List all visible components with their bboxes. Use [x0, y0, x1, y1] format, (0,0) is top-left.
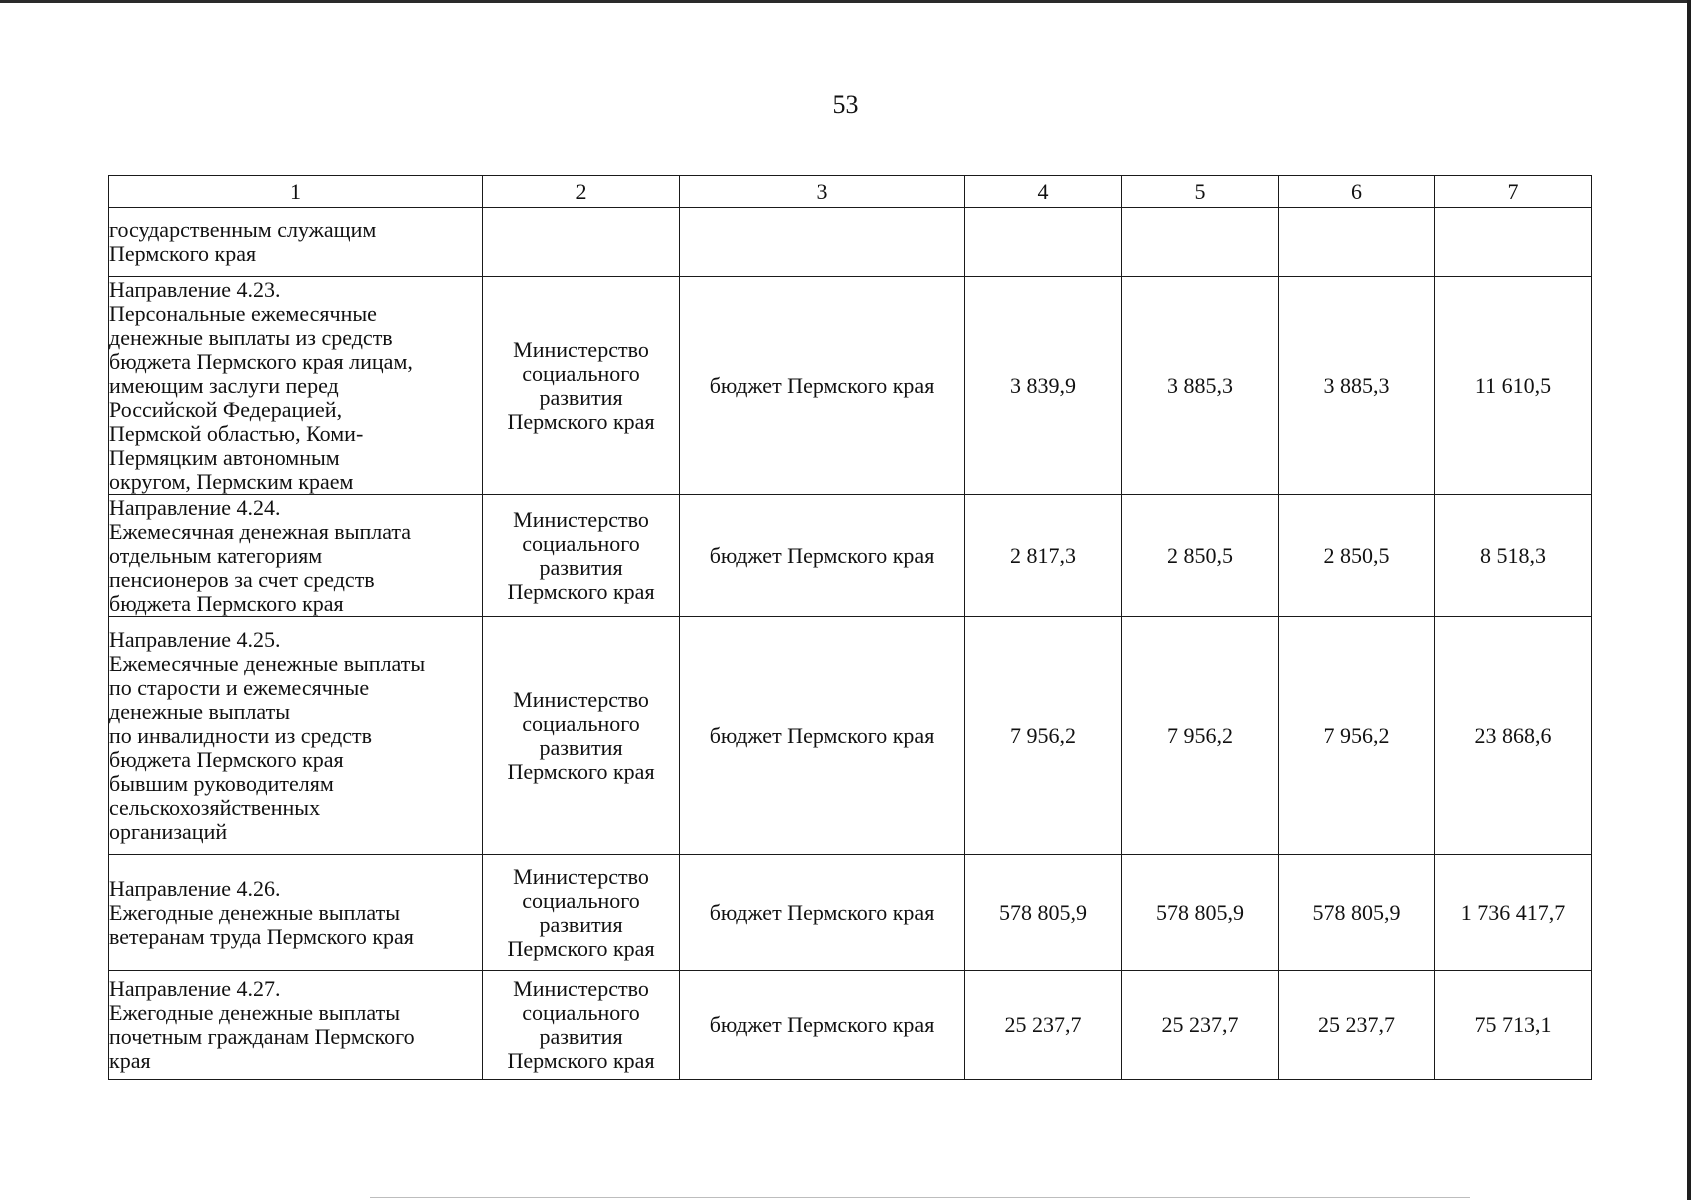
value-cell-4: 578 805,9: [965, 855, 1122, 971]
direction-cell: Направление 4.26. Ежегодные денежные выплаты ветеранам труда Пермского края: [109, 855, 483, 971]
value-cell-4: 3 839,9: [965, 277, 1122, 495]
direction-cell: Направление 4.25. Ежемесячные денежные выплаты по старости и ежемесячные денежные выплаты по инвалидности из средств бюджета Пермского края бывшим руководителям сельскохозяйственных организаций: [109, 617, 483, 855]
value-cell-6: 2 850,5: [1279, 495, 1435, 617]
source-cell: бюджет Пермского края: [680, 277, 965, 495]
direction-cell: государственным служащим Пермского края: [109, 208, 483, 277]
header-cell-2: 2: [483, 176, 680, 208]
header-cell-3: 3: [680, 176, 965, 208]
source-cell: бюджет Пермского края: [680, 855, 965, 971]
direction-cell: Направление 4.23. Персональные ежемесячные денежные выплаты из средств бюджета Пермского края лицам, имеющим заслуги перед Российской Федерацией, Пермской областью, Коми- Пермяцким автономным округом, Пермским краем: [109, 277, 483, 495]
scan-edge-top: [0, 0, 1691, 3]
ministry-cell: Министерство социального развития Пермского края: [483, 277, 680, 495]
value-cell-6: [1279, 208, 1435, 277]
source-cell: [680, 208, 965, 277]
source-cell: бюджет Пермского края: [680, 495, 965, 617]
value-cell-7: 11 610,5: [1435, 277, 1592, 495]
value-cell-7: 75 713,1: [1435, 971, 1592, 1080]
value-cell-5: 3 885,3: [1122, 277, 1279, 495]
value-cell-5: 2 850,5: [1122, 495, 1279, 617]
ministry-cell: Министерство социального развития Пермского края: [483, 971, 680, 1080]
ministry-cell: [483, 208, 680, 277]
ministry-cell: Министерство социального развития Пермского края: [483, 495, 680, 617]
value-cell-4: 7 956,2: [965, 617, 1122, 855]
header-cell-6: 6: [1279, 176, 1435, 208]
header-cell-1: 1: [109, 176, 483, 208]
value-cell-7: 1 736 417,7: [1435, 855, 1592, 971]
scan-artifact-line: [370, 1197, 1470, 1198]
header-cell-5: 5: [1122, 176, 1279, 208]
value-cell-7: 8 518,3: [1435, 495, 1592, 617]
page-number: 53: [832, 90, 859, 119]
value-cell-4: [965, 208, 1122, 277]
table-row: [109, 277, 1592, 495]
value-cell-6: 3 885,3: [1279, 277, 1435, 495]
table-row: [109, 495, 1592, 617]
value-cell-4: 2 817,3: [965, 495, 1122, 617]
value-cell-6: 7 956,2: [1279, 617, 1435, 855]
source-cell: бюджет Пермского края: [680, 971, 965, 1080]
direction-cell: Направление 4.24. Ежемесячная денежная выплата отдельным категориям пенсионеров за счет средств бюджета Пермского края: [109, 495, 483, 617]
source-cell: бюджет Пермского края: [680, 617, 965, 855]
value-cell-4: 25 237,7: [965, 971, 1122, 1080]
table-row: [109, 208, 1592, 277]
budget-table: [108, 175, 1592, 1080]
value-cell-6: 578 805,9: [1279, 855, 1435, 971]
value-cell-7: 23 868,6: [1435, 617, 1592, 855]
header-row: [109, 176, 1592, 208]
scan-edge-right: [1687, 0, 1691, 1200]
value-cell-5: [1122, 208, 1279, 277]
header-cell-7: 7: [1435, 176, 1592, 208]
ministry-cell: Министерство социального развития Пермского края: [483, 617, 680, 855]
value-cell-5: 7 956,2: [1122, 617, 1279, 855]
value-cell-7: [1435, 208, 1592, 277]
table-row: [109, 971, 1592, 1080]
direction-cell: Направление 4.27. Ежегодные денежные выплаты почетным гражданам Пермского края: [109, 971, 483, 1080]
header-cell-4: 4: [965, 176, 1122, 208]
table-row: [109, 855, 1592, 971]
value-cell-5: 25 237,7: [1122, 971, 1279, 1080]
table-row: [109, 617, 1592, 855]
value-cell-5: 578 805,9: [1122, 855, 1279, 971]
ministry-cell: Министерство социального развития Пермского края: [483, 855, 680, 971]
value-cell-6: 25 237,7: [1279, 971, 1435, 1080]
